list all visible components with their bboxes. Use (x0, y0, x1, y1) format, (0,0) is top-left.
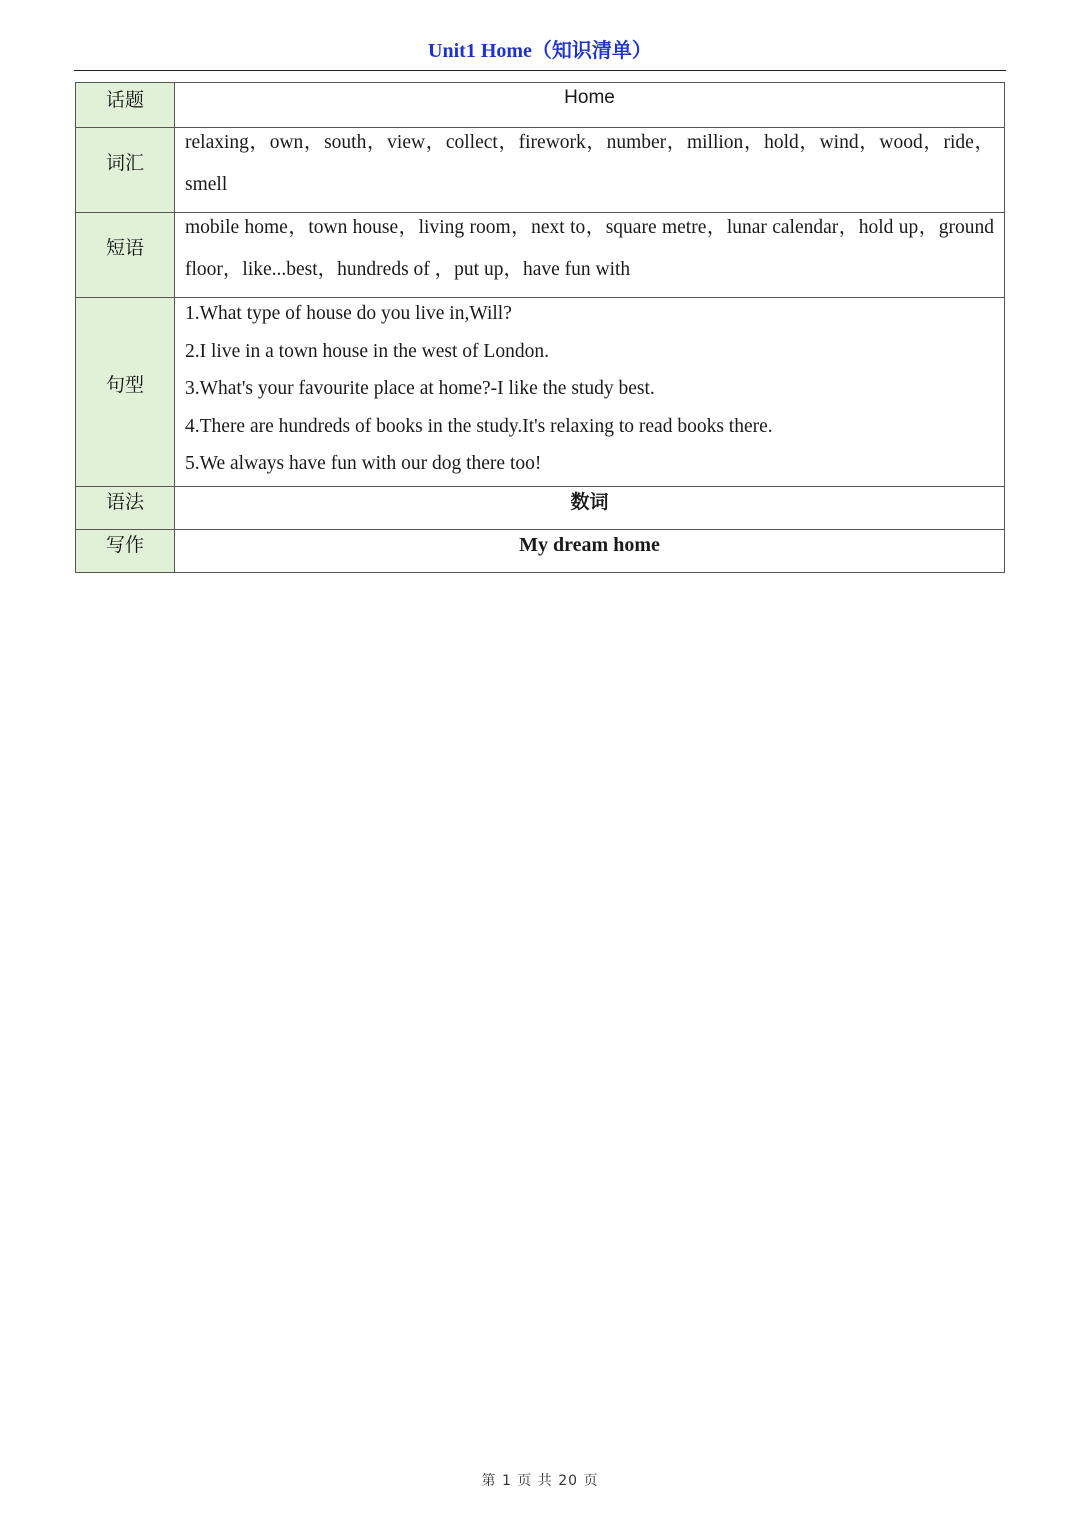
sentence-item: 5.We always have fun with our dog there too! (185, 453, 542, 474)
sentence-list (185, 295, 994, 483)
writing-value: My dream home (175, 530, 1005, 573)
phrases-label: 短语 (76, 213, 175, 298)
knowledge-table (75, 82, 1005, 573)
sentence-item: 3.What's your favourite place at home?-I like the study best. (185, 378, 655, 399)
vocabulary-label: 词汇 (76, 128, 175, 213)
topic-label: 话题 (76, 83, 175, 128)
sentence-item: 1.What type of house do you live in,Will? (185, 303, 512, 324)
table-row-topic (76, 83, 1005, 128)
table-row-vocabulary (76, 128, 1005, 213)
table-row-grammar (76, 487, 1005, 530)
topic-value: Home (175, 83, 1005, 128)
grammar-value: 数词 (175, 487, 1005, 530)
sentences-label: 句型 (76, 298, 175, 487)
table-row-writing (76, 530, 1005, 573)
grammar-label: 语法 (76, 487, 175, 530)
page-number: 第 1 页 共 20 页 (481, 1473, 599, 1489)
page-title: Unit1 Home（知识清单） (428, 40, 652, 62)
vocabulary-cell (175, 128, 1005, 213)
phrases-cell (175, 213, 1005, 298)
sentences-cell (175, 298, 1005, 487)
writing-label: 写作 (76, 530, 175, 573)
page-header (74, 36, 1006, 71)
sentence-item: 2.I live in a town house in the west of London. (185, 340, 549, 362)
sentence-item: 4.There are hundreds of books in the study.It's relaxing to read books there. (185, 415, 773, 437)
phrases-value: mobile home，town house，living room，next to，square metre，lunar calendar，hold up，ground floor，like...best，hundreds of ，put up，have fun with (185, 217, 994, 280)
vocabulary-value: relaxing，own，south，view，collect，firework，number，million，hold，wind，wood，ride，smell (185, 132, 994, 195)
table-row-phrases (76, 213, 1005, 298)
table-row-sentences (76, 298, 1005, 487)
